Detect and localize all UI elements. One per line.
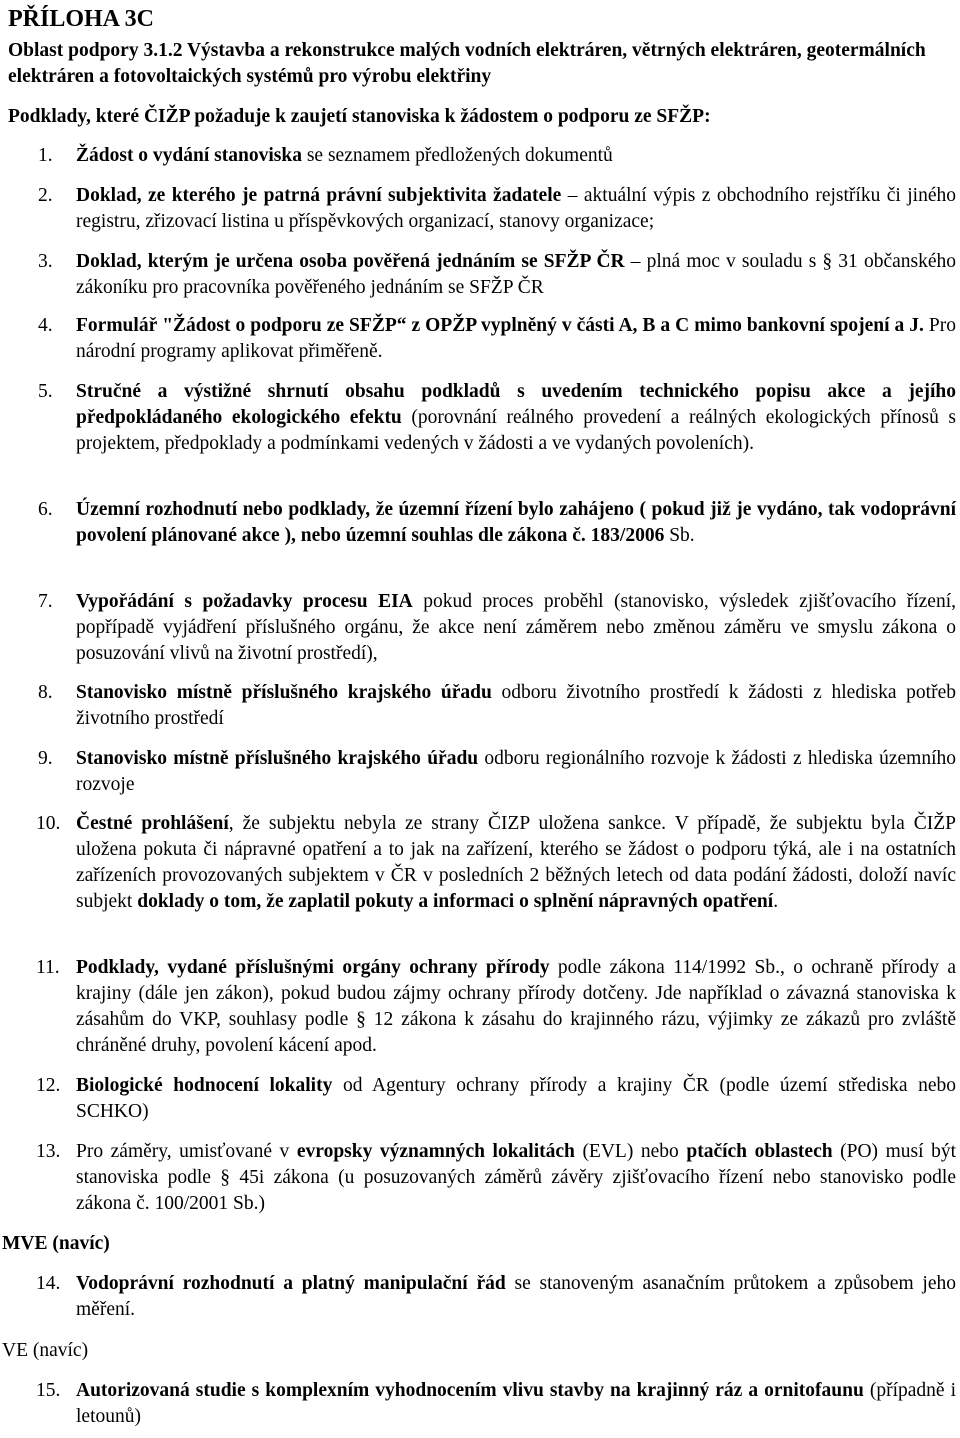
item-rest: (případně i letounů) [76, 1380, 956, 1427]
item-rest: podle zákona 114/1992 Sb., o ochraně přírody a krajiny (dále jen zákon), pokud budou zájmy ochrany přírody dotčeny. Jde například o závazná stanoviska k zásahům do VKP, souhlasy podle § 12 zákona k zásahu do krajinného rázu, výjimky ze zákazů pro zvláště chráněné druhy, povolení kácení apod. [76, 957, 957, 1056]
section-heading-mve: MVE (navíc) [2, 1233, 110, 1254]
item-number: 11. [36, 957, 60, 978]
item-bold: Formulář "Žádost o podporu ze SFŽP“ z OPŽP vyplněný v části A, B a C mimo bankovní spojení a J. [76, 315, 924, 336]
item-number: 5. [38, 381, 53, 402]
intro-paragraph: Podklady, které ČIŽP požaduje k zaujetí stanoviska k žádostem o podporu ze SFŽP: [8, 106, 711, 127]
item-text [76, 313, 956, 365]
item-bold: Stanovisko místně příslušného krajského úřadu [76, 682, 492, 703]
item-bold: Doklad, ze kterého je patrná právní subjektivita žadatele [76, 185, 562, 206]
item-bold: Biologické hodnocení lokality [76, 1075, 333, 1096]
item-rest: se stanoveným asanačním průtokem a způsobem jeho měření. [76, 1273, 956, 1320]
item-text [76, 1139, 956, 1217]
item-rest: od Agentury ochrany přírody a krajiny ČR (podle území střediska nebo SCHKO) [76, 1075, 956, 1122]
item-bold: Podklady, vydané příslušnými orgány ochrany přírody [76, 957, 550, 978]
item-number: 3. [38, 251, 53, 272]
item-bold: Čestné prohlášení [76, 813, 229, 834]
item-number: 13. [36, 1141, 61, 1162]
item-rest: – plná moc v souladu s § 31 občanského zákoníku pro pracovníka pověřeného jednáním se SFŽP ČR [76, 251, 956, 298]
item-rest: Pro národní programy aplikovat přiměřeně. [76, 315, 956, 362]
item-number: 9. [38, 748, 53, 769]
oblast-paragraph: Oblast podpory 3.1.2 Výstavba a rekonstrukce malých vodních elektráren, větrných elektráren, geotermálních elektráren a fotovoltaických systémů pro výrobu elektřiny [8, 40, 926, 87]
item-rest: odboru regionálního rozvoje k žádosti z hlediska územního rozvoje [76, 748, 956, 795]
item-text [76, 183, 956, 235]
item-rest: se seznamem předložených dokumentů [301, 145, 613, 166]
item-rest: odboru životního prostředí k žádosti z hlediska potřeb životního prostředí [76, 682, 956, 729]
item-number: 1. [38, 145, 53, 166]
item-bold: Vodoprávní rozhodnutí a platný manipulační řád [76, 1273, 506, 1294]
item-number: 2. [38, 185, 53, 206]
item-text [76, 746, 956, 798]
item-text [76, 143, 956, 169]
item-bold: evropsky významných lokalitách [296, 1141, 575, 1162]
item-rest: (porovnání reálného provedení a reálných ekologických přínosů s projektem, předpoklady a podmínkami vedených v žádosti a ve vydaných povoleních). [76, 407, 956, 454]
item-text [76, 589, 956, 667]
item-rest-2: . [773, 891, 779, 912]
item-number: 6. [38, 499, 53, 520]
item-bold: Žádost o vydání stanoviska [76, 145, 302, 166]
item-text [76, 955, 956, 1059]
item-bold: Stanovisko místně příslušného krajského úřadu [76, 748, 479, 769]
item-number: 15. [36, 1380, 61, 1401]
item-text [76, 680, 956, 732]
item-text [76, 1073, 956, 1125]
item-rest: Sb. [664, 525, 695, 546]
item-bold: Vypořádání s požadavky procesu EIA [76, 591, 413, 612]
item-text [76, 379, 956, 457]
item-number: 7. [38, 591, 53, 612]
item-number: 8. [38, 682, 53, 703]
item-text [76, 1271, 956, 1323]
item-bold: Doklad, kterým je určena osoba pověřená jednáním se SFŽP ČR [76, 251, 625, 272]
item-bold: Autorizovaná studie s komplexním vyhodnocením vlivu stavby na krajinný ráz a ornitofaunu [76, 1380, 864, 1401]
item-text [76, 811, 956, 915]
item-number: 10. [36, 813, 61, 834]
item-number: 12. [36, 1075, 61, 1096]
item-bold-2: doklady o tom, že zaplatil pokuty a informaci o splnění nápravných opatření [137, 891, 774, 912]
item-bold: Stručné a výstižné shrnutí obsahu podkladů s uvedením technického popisu akce a jejího předpokládaného ekologického efektu [76, 381, 956, 428]
item-text [76, 249, 956, 301]
item-number: 4. [38, 315, 53, 336]
item-pre: Pro záměry, umisťované v [76, 1141, 297, 1162]
item-rest: (EVL) nebo [574, 1141, 687, 1162]
page-title: PŘÍLOHA 3C [8, 6, 155, 32]
item-rest: , že subjektu nebyla ze strany ČIZP uložena sankce. V případě, že subjektu byla ČIŽP uložena pokuta či nápravné opatření a to jak na zařízení, kterého se žádost o podporu týká, ale i na ostatních zařízeních provozovaných subjektem v ČR v posledních 2 běžných letech od data podání žádosti, doloží navíc subjekt [76, 813, 956, 912]
item-text [76, 497, 956, 549]
item-rest: pokud proces proběhl (stanovisko, výsledek zjišťovacího řízení, popřípadě vyjádření příslušného orgánu, že akce není záměrem nebo změnou záměru ve smyslu zákona o posuzování vlivů na životní prostředí), [76, 591, 956, 664]
section-heading-ve: VE (navíc) [2, 1340, 89, 1361]
item-bold-2: ptačích oblastech [686, 1141, 833, 1162]
item-text [76, 1378, 956, 1430]
item-rest-2: (PO) musí být stanoviska podle § 45i zákona (u posuzovaných záměrů závěry zjišťovacího řízení nebo stanovisko podle zákona č. 100/2001 Sb.) [76, 1141, 956, 1214]
item-bold: Územní rozhodnutí nebo podklady, že územní řízení bylo zahájeno ( pokud již je vydáno, tak vodoprávní povolení plánované akce ), nebo územní souhlas dle zákona č. 183/2006 [76, 499, 956, 546]
item-rest: – aktuální výpis z obchodního rejstříku či jiného registru, zřizovací listina u příspěvkových organizací, stanovy organizace; [76, 185, 956, 232]
item-number: 14. [36, 1273, 61, 1294]
